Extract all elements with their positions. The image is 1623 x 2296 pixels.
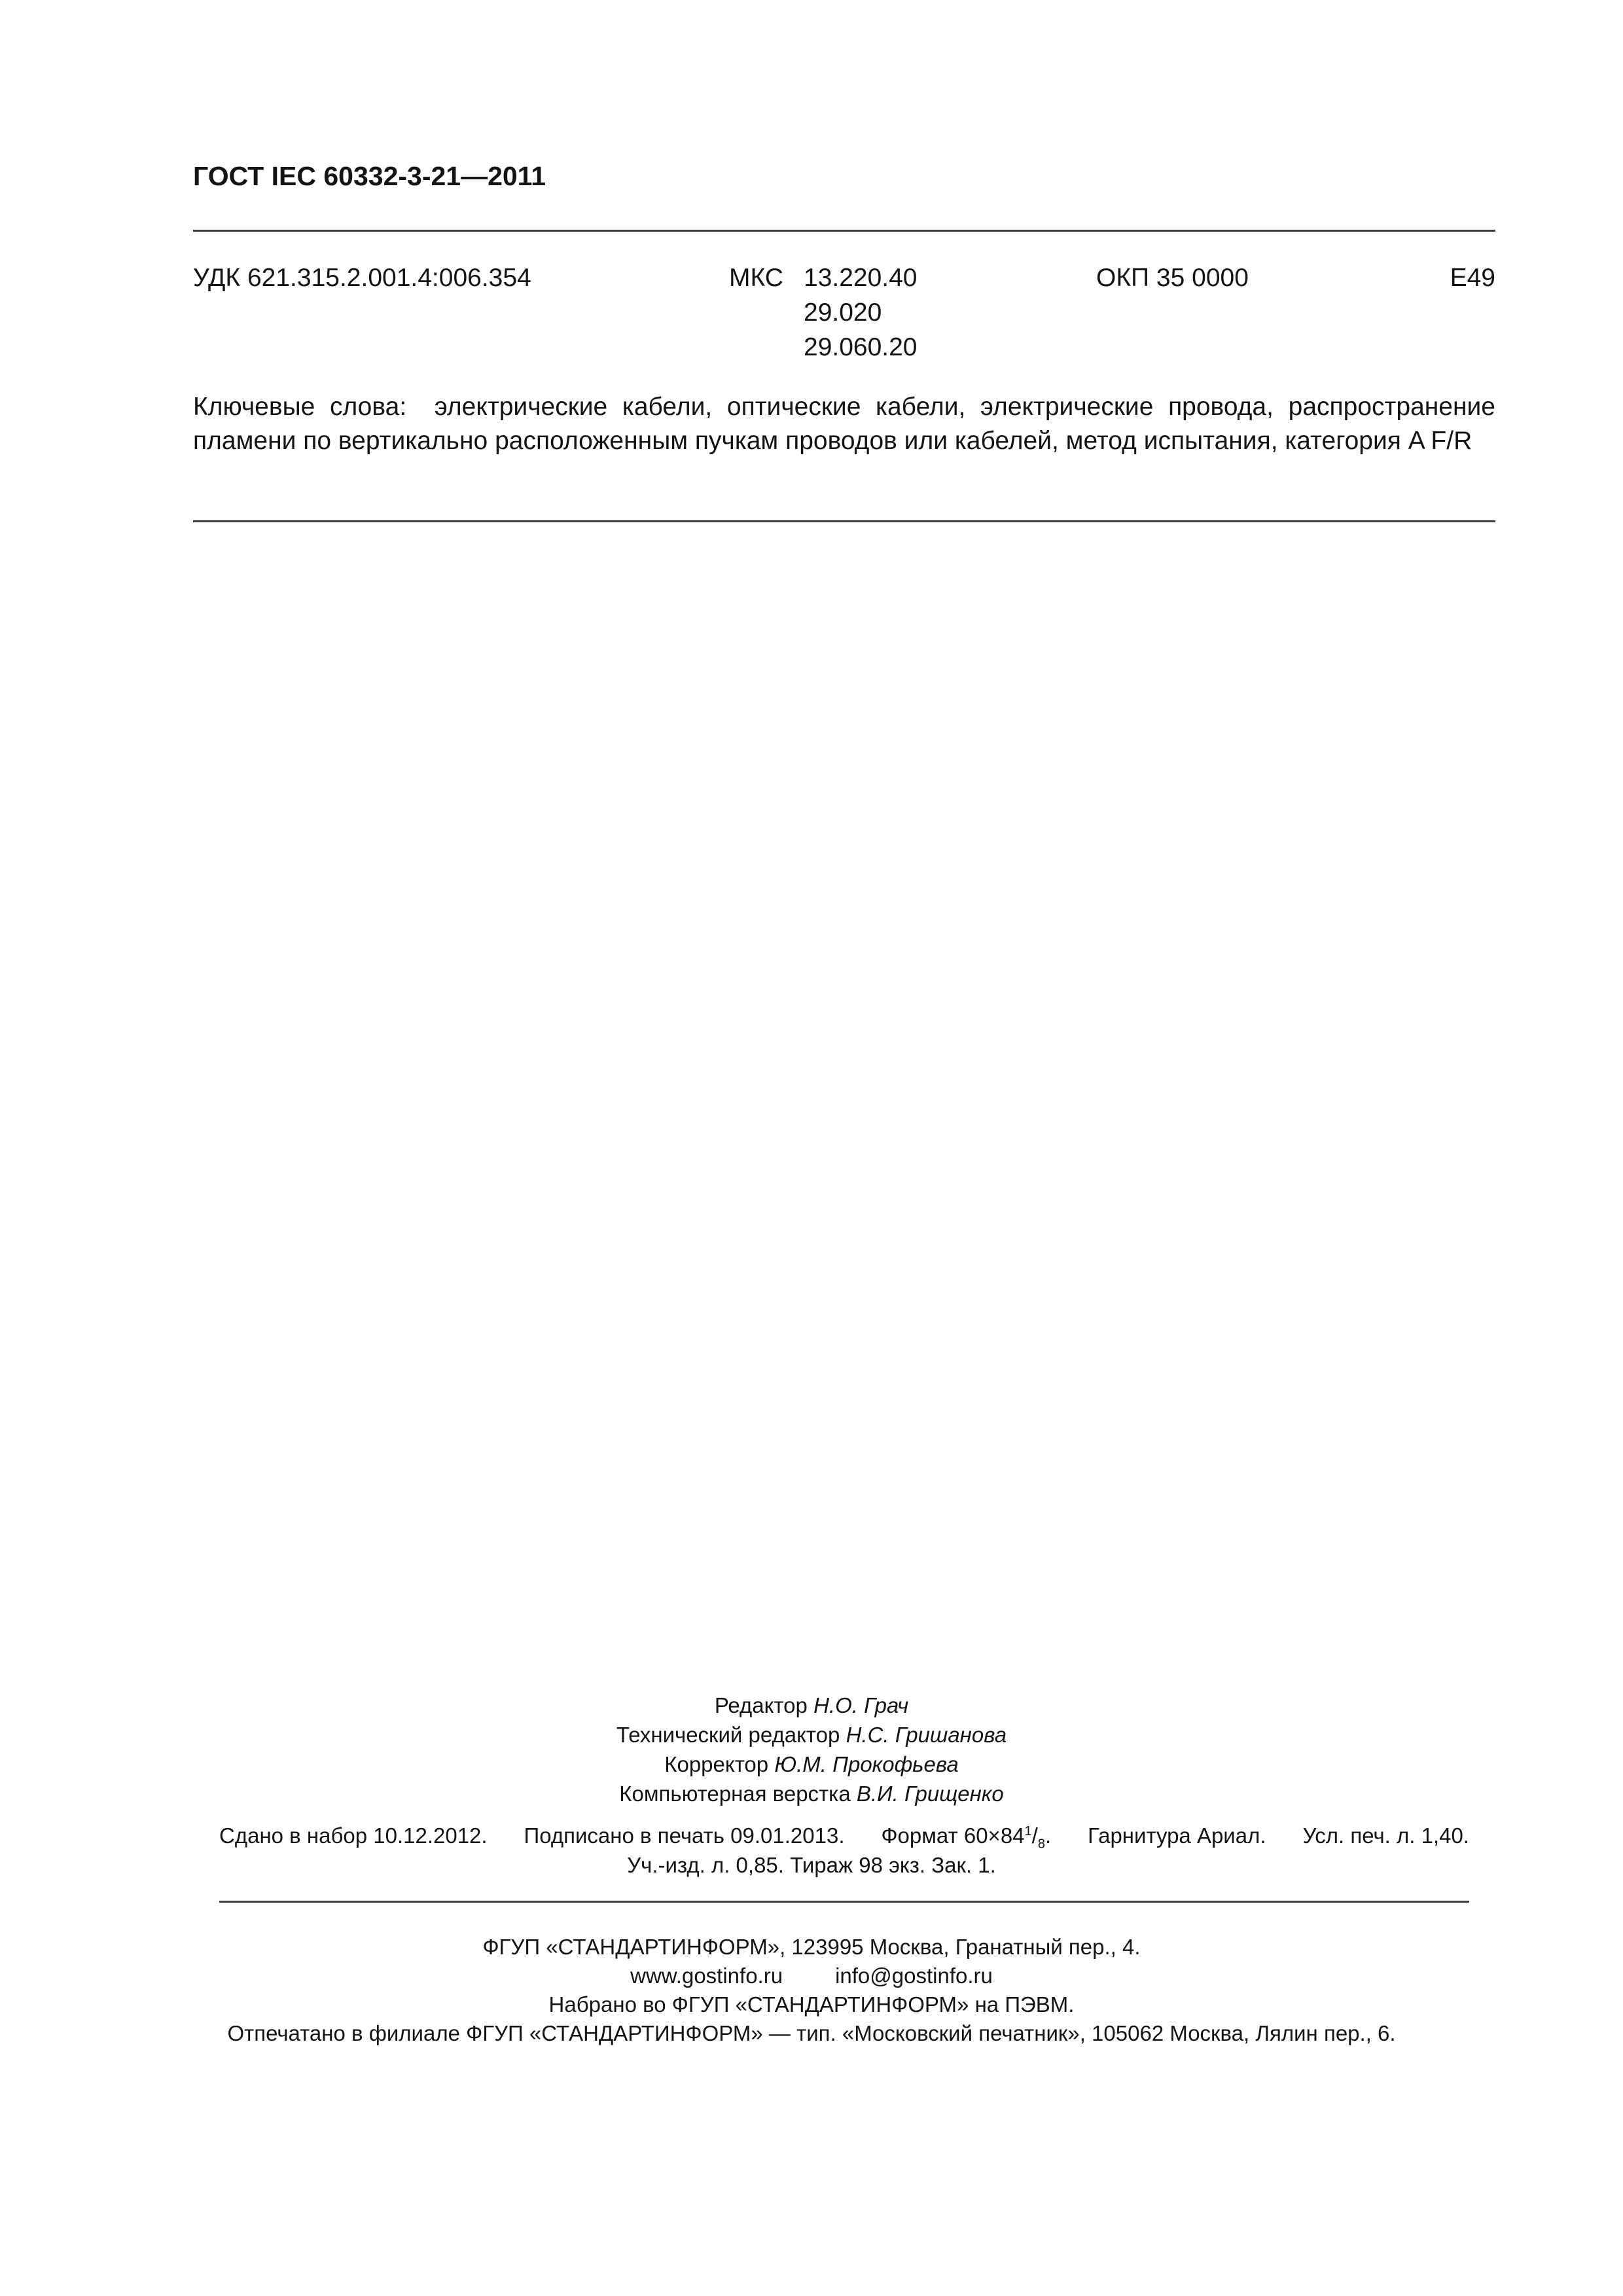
format-sup: 1: [1024, 1824, 1032, 1839]
submitted-date: Сдано в набор 10.12.2012.: [219, 1823, 488, 1848]
format-sep: /: [1031, 1823, 1038, 1848]
credit-name: Ю.М. Прокофьева: [774, 1752, 959, 1776]
udk-code: УДК 621.315.2.001.4:006.354: [193, 264, 531, 292]
keywords-divider: [193, 520, 1495, 522]
header-divider: [193, 230, 1495, 232]
footer-divider: [219, 1901, 1469, 1903]
credit-name: В.И. Грищенко: [856, 1782, 1004, 1806]
credit-name: Н.С. Гришанова: [846, 1723, 1007, 1747]
mks-label: МКС: [729, 264, 783, 292]
mks-code: 29.060.20: [804, 333, 918, 361]
signed-date: Подписано в печать 09.01.2013.: [524, 1823, 845, 1848]
mks-code: 13.220.40: [804, 264, 918, 292]
typeface: Гарнитура Ариал.: [1088, 1823, 1266, 1848]
credit-role: Компьютерная верстка: [619, 1782, 851, 1806]
credit-tech-editor: [0, 1720, 1623, 1749]
publisher-contacts: [0, 1962, 1623, 1990]
typeset-note: Набрано во ФГУП «СТАНДАРТИНФОРМ» на ПЭВМ.: [548, 1992, 1075, 2017]
credit-editor: [0, 1691, 1623, 1720]
keywords: [193, 390, 1495, 458]
format-sub: 8: [1037, 1837, 1045, 1852]
publisher-website[interactable]: www.gostinfo.ru: [630, 1964, 783, 1988]
keywords-label: Ключевые слова:: [193, 393, 407, 421]
document-title: ГОСТ IEC 60332-3-21—2011: [193, 161, 546, 191]
mks-code: 29.020: [804, 298, 882, 327]
credit-name: Н.О. Грач: [813, 1693, 909, 1717]
mks-codes: [804, 260, 918, 365]
credits-block: [0, 1691, 1623, 1808]
publisher-sheets: Уч.-изд. л. 0,85. Тираж 98 экз. Зак. 1.: [627, 1853, 996, 1877]
credit-proofreader: [0, 1749, 1623, 1779]
credit-role: Редактор: [714, 1693, 808, 1717]
publisher-address: ФГУП «СТАНДАРТИНФОРМ», 123995 Москва, Гранатный пер., 4.: [482, 1935, 1141, 1959]
keywords-text: электрические кабели, оптические кабели, электрические провода, распространение пламени по вертикально расположенным пучкам проводов или кабелей, метод испытания, категория A F/R: [193, 393, 1495, 455]
print-info: [219, 1823, 1469, 1852]
okp-code: ОКП 35 0000: [1096, 264, 1249, 292]
format-suffix: .: [1044, 1823, 1052, 1848]
paper-format: [881, 1823, 1051, 1852]
publisher-email[interactable]: info@gostinfo.ru: [835, 1964, 993, 1988]
print-sheets: Усл. печ. л. 1,40.: [1302, 1823, 1469, 1848]
format-prefix: Формат 60×84: [881, 1823, 1025, 1848]
group-code: Е49: [1450, 264, 1495, 292]
credit-role: Технический редактор: [616, 1723, 840, 1747]
publisher-block: [0, 1933, 1623, 2048]
credit-layout: [0, 1779, 1623, 1808]
credit-role: Корректор: [664, 1752, 769, 1776]
printed-note: Отпечатано в филиале ФГУП «СТАНДАРТИНФОРМ» — тип. «Московский печатник», 105062 Москва, Лялин пер., 6.: [227, 2021, 1396, 2045]
